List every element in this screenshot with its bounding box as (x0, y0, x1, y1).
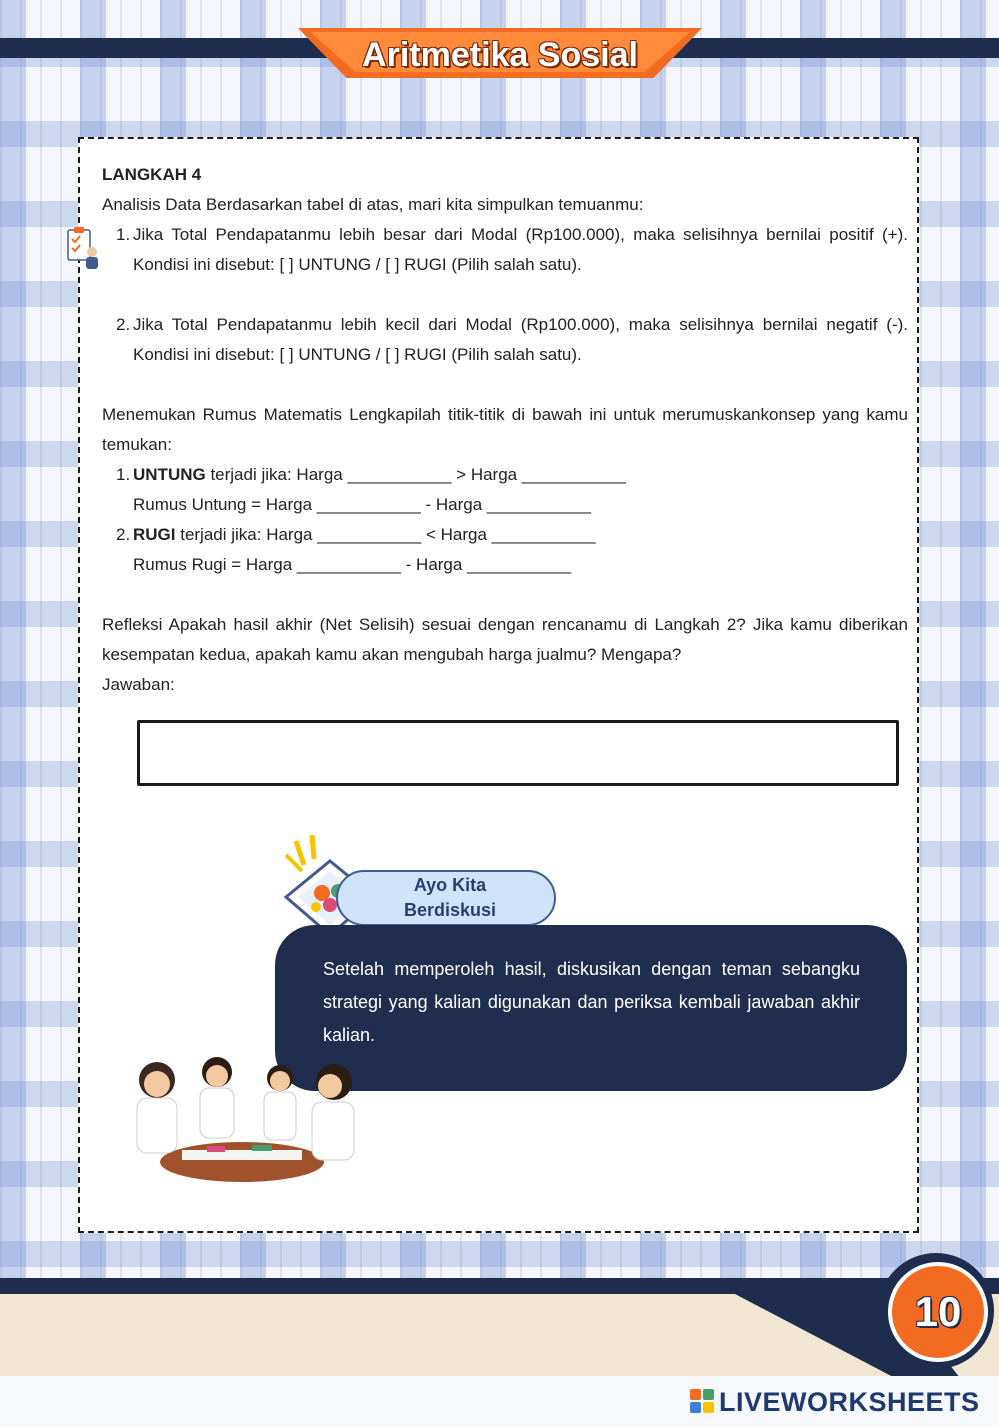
list-text: Jika Total Pendapatanmu lebih kecil dari Modal (Rp100.000), maka selisihnya bernilai negatif (-). Kondisi ini disebut: [ ] UNTUNG / [ ] RUGI (Pilih salah satu). (133, 315, 908, 364)
reflection-text: Refleksi Apakah hasil akhir (Net Selisih) sesuai dengan rencanamu di Langkah 2? Jika kamu diberikan kesempatan kedua, apakah kamu akan mengubah harga jualmu? Mengapa? (102, 615, 908, 664)
liveworksheets-brand: LIVEWORKSHEETS (719, 1386, 980, 1417)
formula-row (102, 490, 908, 520)
discussion-title-line1: Ayo Kita (413, 875, 487, 895)
checklist-icon (66, 226, 100, 270)
list-number: 1. (116, 225, 131, 244)
formula-text: Rumus Untung = Harga ___________ - Harga ___________ (133, 495, 591, 514)
answer-input[interactable] (137, 720, 899, 786)
list-number: 2. (116, 315, 131, 334)
formula-intro: Menemukan Rumus Matematis Lengkapilah titik-titik di bawah ini untuk merumuskankonsep yang kamu temukan: (102, 405, 908, 454)
step-title: LANGKAH 4 (102, 165, 202, 184)
list-item (102, 310, 908, 370)
list-number: 2. (116, 525, 131, 544)
step-intro: Analisis Data Berdasarkan tabel di atas, mari kita simpulkan temuanmu: (102, 195, 644, 214)
formula-text: Rumus Rugi = Harga ___________ - Harga ___________ (133, 555, 572, 574)
formula-condition: terjadi jika: Harga ___________ > Harga ___________ (205, 465, 626, 484)
formula-condition: terjadi jika: Harga ___________ < Harga ___________ (175, 525, 596, 544)
page-number: 10 (914, 1288, 962, 1335)
step-content (102, 160, 908, 700)
discussion-title (370, 873, 530, 923)
liveworksheets-logo[interactable] (690, 1386, 980, 1418)
students-illustration (112, 1050, 372, 1190)
discussion-title-line2: Berdiskusi (403, 900, 497, 920)
formula-item (102, 520, 908, 550)
liveworksheets-logo-icon (690, 1389, 716, 1415)
list-text: Jika Total Pendapatanmu lebih besar dari Modal (Rp100.000), maka selisihnya bernilai positif (+). Kondisi ini disebut: [ ] UNTUNG / [ ] RUGI (Pilih salah satu). (133, 225, 908, 274)
formula-row (102, 550, 908, 580)
list-number: 1. (116, 465, 131, 484)
formula-keyword: UNTUNG (133, 465, 206, 484)
discussion-text: Setelah memperoleh hasil, diskusikan dengan teman sebangku strategi yang kalian digunakan dan periksa kembali jawaban akhir kalian. (323, 959, 860, 1045)
formula-item (102, 460, 908, 490)
page-title: Aritmetika Sosial (362, 36, 638, 74)
answer-label: Jawaban: (102, 675, 175, 694)
formula-keyword: RUGI (133, 525, 176, 544)
list-item (102, 220, 908, 280)
